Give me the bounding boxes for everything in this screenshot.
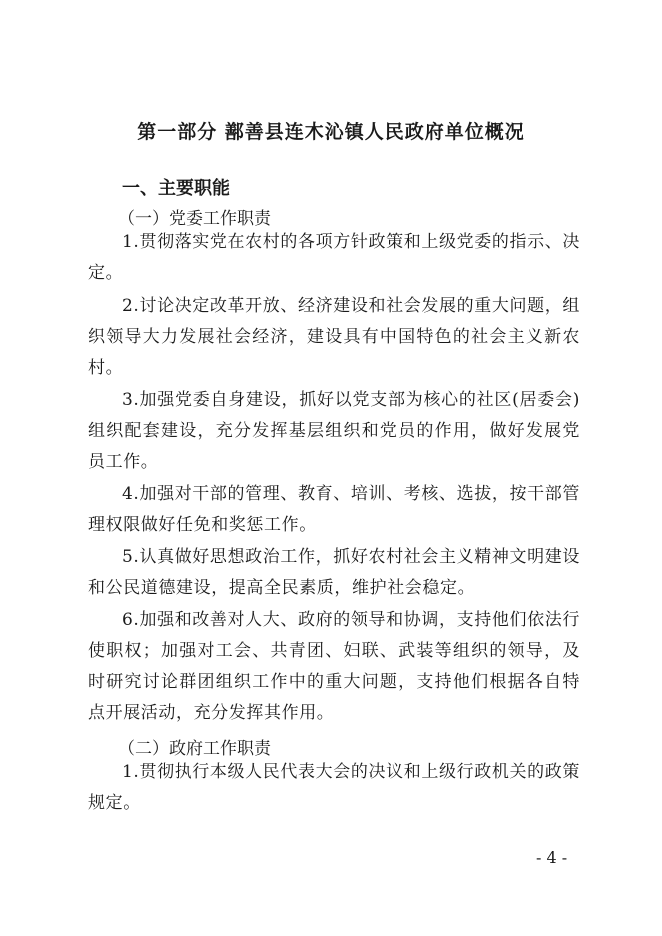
subsection-heading-party-duties: （一）党委工作职责 xyxy=(118,209,271,229)
section-heading-main-functions: 一、主要职能 xyxy=(122,178,230,199)
list-item: 3.加强党委自身建设，抓好以党支部为核心的社区(居委会)组织配套建设，充分发挥基层组织和党员的作用，做好发展党员工作。 xyxy=(88,390,580,472)
list-item: 1.贯彻执行本级人民代表大会的决议和上级行政机关的政策规定。 xyxy=(88,762,580,813)
page-number: - 4 - xyxy=(536,848,568,867)
page-title: 第一部分 鄯善县连木沁镇人民政府单位概况 xyxy=(137,121,525,143)
list-item: 4.加强对干部的管理、教育、培训、考核、选拔，按干部管理权限做好任免和奖惩工作。 xyxy=(88,484,580,535)
list-item: 6.加强和改善对人大、政府的领导和协调，支持他们依法行使职权；加强对工会、共青团、妇联、武装等组织的领导，及时研究讨论群团组织工作中的重大问题，支持他们根据各自特点开展活动，充分发挥其作用。 xyxy=(88,610,580,723)
subsection-heading-government-duties: （二）政府工作职责 xyxy=(118,739,271,759)
list-item: 5.认真做好思想政治工作，抓好农村社会主义精神文明建设和公民道德建设，提高全民素质，维护社会稳定。 xyxy=(88,547,580,598)
list-item: 2.讨论决定改革开放、经济建设和社会发展的重大问题，组织领导大力发展社会经济，建设具有中国特色的社会主义新农村。 xyxy=(88,296,580,378)
list-item: 1.贯彻落实党在农村的各项方针政策和上级党委的指示、决定。 xyxy=(88,232,580,283)
